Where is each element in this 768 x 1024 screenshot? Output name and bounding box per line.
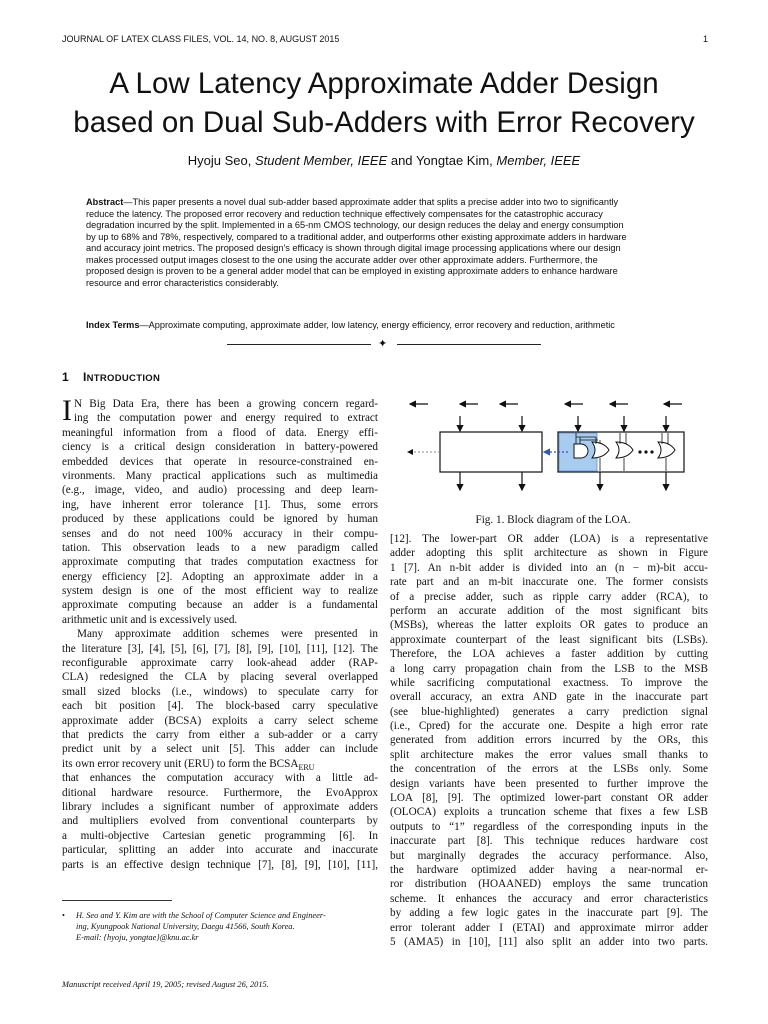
body-line: (MSBs), whereas the latter exploits OR gates to produce an: [390, 619, 708, 632]
body-line: (see blue-highlighted) generates a carry prediction signal: [390, 705, 708, 718]
body-line: approximate counterpart of the least significant bits (LSBs).: [390, 633, 708, 646]
body-line: ing the computation power and energy required to extract: [74, 412, 378, 425]
page-number: 1: [702, 34, 708, 44]
index-terms: [86, 320, 682, 332]
title-line-1: A Low Latency Approximate Adder Design: [109, 67, 659, 100]
footnote-line: ing, Kyungpook National University, Daegu 41566, South Korea.: [76, 922, 295, 931]
body-line: library includes a significant number of approximate adders: [62, 800, 378, 813]
body-line: meaningful information from a flood of data. Energy effi-: [62, 426, 378, 439]
footnote-rule: [62, 900, 172, 901]
body-line: the literature [3], [4], [5], [6], [7], [8], [9], [10], [11], [12]. The: [62, 642, 378, 655]
body-line: Therefore, the LOA achieves a faster addition by cutting: [390, 648, 708, 661]
body-line: 5 (AMA5) in [10], [11] also split an adder into two parts.: [390, 935, 708, 948]
manuscript-note: Manuscript received April 19, 2005; revised August 26, 2015.: [62, 980, 269, 989]
body-line: design variants have been presented to further improve the: [390, 777, 708, 790]
and-gate-icon: [574, 444, 588, 458]
ellipsis-dot: [644, 450, 647, 453]
body-line: the hardware optimized adder having a near-normal er-: [390, 863, 708, 876]
body-line: inaccurate part [8]. This technique reduces hardware cost: [390, 835, 708, 848]
body-line: system design is one of the most efficient way to realize: [62, 585, 378, 598]
section-title-initial: I: [82, 370, 87, 384]
author-list: [40, 153, 728, 168]
abstract-line: by up to 68% and 78%, respectively, compared to a traditional adder, and outperforms other existing approximate adders in hardware: [86, 231, 627, 242]
body-line: error tolerant adder I (ETAI) and approximate mirror adder: [390, 921, 708, 934]
abstract-line: makes processed output images closest to the one using the accurate adder over other approximate adders. Furthermore, the: [86, 254, 598, 265]
body-line: each bit position [4]. The block-based carry speculative: [62, 700, 378, 713]
body-line: arithmetic unit and is excessively used.: [62, 613, 238, 626]
body-line: predict unit by a select unit [5]. This adder can include: [62, 743, 378, 756]
footnote-line: H. Seo and Y. Kim are with the School of Computer Science and Engineer-: [76, 911, 326, 920]
body-line: of a precise adder, such as ripple carry adder (RCA), to: [390, 590, 708, 603]
figure-caption: Fig. 1. Block diagram of the LOA.: [475, 514, 631, 526]
body-line: (OLOCA) exploits a truncation scheme that fixes a few LSB: [390, 806, 708, 819]
body-line: ditional hardware resource. Furthermore, the EvoApprox: [62, 786, 378, 799]
body-line: Many approximate addition schemes were presented in: [77, 628, 378, 641]
body-line: outputs to “1” regardless of the corresponding inputs in the: [390, 820, 708, 833]
body-line: tation. This observation leads to a new paradigm called: [62, 541, 378, 554]
abstract-line: proposed design is proven to be a general adder model that can be employed in existing approximate adders to enhance hardware: [86, 266, 618, 276]
section-title-rest: NTRODUCTION: [86, 373, 161, 384]
body-line: approximate computing because an adder is a fundamental: [62, 599, 378, 612]
body-line: small sized blocks (i.e., windows) to speculate carry for: [62, 685, 378, 698]
body-line: vironments. Many practical applications such as multimedia: [62, 469, 378, 482]
author-1: Hyoju Seo,: [187, 153, 252, 168]
paper-title: [40, 64, 728, 142]
body-line: generated from addition errors incurred by the ORs, this: [390, 734, 708, 747]
body-line: ror distribution (HOAANED) employs the same truncation: [390, 878, 708, 891]
section-heading: [62, 370, 160, 384]
body-line: the concentration of the errors at the LSBs only. Some: [390, 763, 708, 776]
body-line: adder adopting this split architecture as shown in Figure: [390, 547, 708, 560]
section-number: 1: [62, 370, 69, 384]
body-line: but marginally degrades the accuracy performance. Also,: [390, 849, 708, 862]
footnote-bullet: •: [62, 911, 65, 920]
title-line-2: based on Dual Sub-Adders with Error Recovery: [73, 106, 695, 139]
author-2: Yongtae Kim,: [415, 153, 493, 168]
right-column-text: [390, 532, 708, 949]
body-line: (e.g., image, video, and audio) processing and deep learn-: [62, 484, 378, 497]
eru-subscript: ERU: [298, 763, 315, 772]
body-line: 1 [7]. An n-bit adder is divided into an (n − m)-bit accu-: [390, 561, 708, 574]
abstract-line: degradation incurred by the split. Implemented in a 65-nm CMOS technology, our design reduces the delay and energy consumption: [86, 220, 624, 230]
body-line: approximate adder (BCSA) exploits a carry select scheme: [62, 714, 378, 727]
body-line: its own error recovery unit (ERU) to form the $BCSA_{ERU}$: [62, 757, 315, 772]
divider-rule-right: [397, 344, 541, 345]
body-line: LOA [8], [9]. The optimized lower-part constant OR adder: [390, 792, 708, 805]
ellipsis-dot: [650, 450, 653, 453]
body-line: [12]. The lower-part OR adder (LOA) is a representative: [390, 533, 708, 545]
body-line: a long carry propagation chain from the LSB to the MSB: [390, 662, 708, 675]
body-line: split architecture makes the error values small thanks to: [390, 748, 708, 761]
body-line: energy efficiency [2]. Adopting an approximate adder in a: [62, 570, 378, 583]
footnote-line: E-mail: {hyoju, yongtae}@knu.ac.kr: [76, 933, 199, 942]
body-line: that enhances the computation accuracy with a little ad-: [62, 772, 378, 785]
body-line: perform an accurate addition of the most significant bits: [390, 604, 708, 617]
abstract-line: resource and error characteristics considerably.: [86, 277, 279, 288]
drop-cap: I: [62, 394, 72, 427]
abstract-line: Abstract—This paper presents a novel dual sub-adder based approximate adder that splits a precise adder into two to significantly: [86, 197, 619, 207]
body-line: scheme. It enhances the accuracy and error characteristics: [390, 892, 708, 905]
body-line: parts is an effective design technique [7], [8], [9], [10], [11],: [62, 858, 378, 871]
abstract-line: and accuracy joint metrics. The proposed design's efficacy is shown through digital image processing applications where our design: [86, 243, 621, 253]
author-connector: and: [390, 153, 413, 168]
body-line: that predicts the carry from either a sub-adder or a carry: [62, 728, 378, 741]
body-line: a multi-objective Cartesian genetic programming [6]. In: [62, 829, 378, 842]
author-2-role: Member, IEEE: [496, 153, 581, 168]
body-line: senses and do not need 100% accuracy in their compu-: [62, 527, 378, 540]
footnote: [62, 910, 378, 943]
body-line: reconfigurable approximate carry look-ahead adder (RAP-: [62, 657, 378, 670]
accurate-part: [440, 416, 542, 490]
abstract-line: reduce the latency. The proposed error recovery and reduction technique effectively compensates for the catastrophic accuracy: [86, 208, 603, 219]
body-line: ing, have inherent error tolerance [1]. Thus, some errors: [62, 498, 378, 511]
body-line: produced by these applications could be ignored by human: [62, 513, 378, 526]
body-line: N Big Data Era, there has been a growing concern regard-: [74, 398, 378, 410]
body-line: while sacrificing computational exactness. To improve the: [390, 676, 708, 689]
body-line: (i.e., Cpred) for the accurate one. Despite a high error rate: [390, 720, 708, 733]
body-line: overall accuracy, an extra AND gate in the inaccurate part: [390, 691, 708, 704]
body-line: approximate computing that trades computation exactness for: [62, 556, 378, 569]
loa-block-diagram: [398, 394, 708, 506]
ellipsis-dot: [638, 450, 641, 453]
body-line: embedded devices that operate in resource-constrained en-: [62, 455, 378, 468]
journal-name: JOURNAL OF LATEX CLASS FILES, VOL. 14, NO. 8, AUGUST 2015: [62, 34, 340, 44]
section-divider: [227, 337, 541, 351]
index-terms-label: Index Terms: [86, 320, 140, 330]
author-1-role: Student Member, IEEE: [254, 153, 388, 168]
body-line: by adding a few logic gates in the inaccurate part [9]. The: [390, 907, 708, 920]
body-line: CLA) redesigned the CLA by placing several overlapped: [62, 671, 378, 684]
inaccurate-part: [544, 416, 684, 490]
body-line: and multipliers evolved from conventional counterparts by: [62, 815, 378, 828]
divider-diamond-icon: ✦: [378, 338, 388, 350]
index-terms-text: —Approximate computing, approximate adder, low latency, energy efficiency, error recovery and reduction, arithmetic: [139, 320, 615, 330]
body-line: rate part and an m-bit inaccurate one. The former consists: [390, 576, 708, 589]
abstract-label: Abstract: [86, 197, 124, 207]
left-column-text: [62, 394, 378, 872]
body-line: particular, splitting an adder into accurate and inaccurate: [62, 844, 378, 857]
abstract: [86, 197, 682, 289]
running-header: [62, 34, 708, 48]
body-line: ciency is a critical design consideration in battery-powered: [62, 441, 378, 454]
divider-rule-left: [227, 344, 371, 345]
